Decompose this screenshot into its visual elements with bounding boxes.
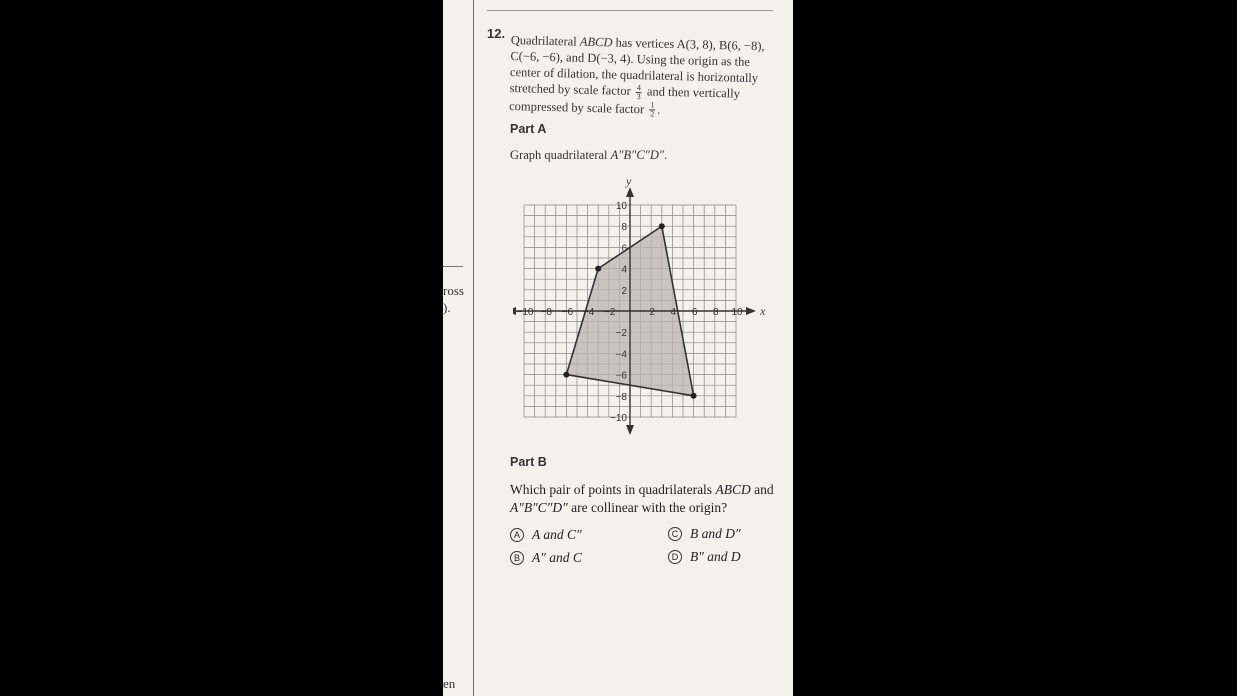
choice-a[interactable] xyxy=(510,527,582,543)
adjacent-column-rule xyxy=(443,266,463,267)
question-number: 12. xyxy=(487,26,506,41)
x-tick-label: 2 xyxy=(649,307,655,318)
adjacent-column-text: en xyxy=(443,676,456,691)
y-tick-label: 8 xyxy=(621,222,627,234)
y-axis-arrow-up xyxy=(626,187,634,197)
y-tick-label: 6 xyxy=(621,243,627,255)
adjacent-column-text: ross xyxy=(443,283,464,298)
x-tick-label: 10 xyxy=(731,307,743,318)
x-tick-label: −2 xyxy=(604,307,616,318)
vertex-point-d xyxy=(595,266,601,272)
x-tick-label: 6 xyxy=(691,307,698,318)
vertex-point-a xyxy=(659,223,665,229)
x-tick-label: −6 xyxy=(561,307,574,318)
top-divider xyxy=(487,10,773,11)
coordinate-grid[interactable] xyxy=(513,172,773,442)
margin-line xyxy=(473,0,474,696)
x-axis-arrow-right xyxy=(746,307,756,315)
part-a-heading: Part A xyxy=(510,122,547,136)
choice-a-bubble[interactable]: A xyxy=(510,528,524,542)
y-tick-label: 4 xyxy=(621,264,627,276)
x-axis-label: x xyxy=(760,304,766,318)
y-tick-label: 10 xyxy=(615,201,627,212)
question-text: Quadrilateral ABCD has vertices A(3, 8), B(6, −8), C(−6, −6), and D(−3, 4). Using the origin as the center of dilation, the quadrilateral is horizontally stretched by scale factor $\frac{4}{3}$ and then vertically compressed by scale factor $\frac{1}{2}$ . xyxy=(509,32,765,119)
adjacent-column-text: ). xyxy=(443,300,451,315)
choice-c-text: B and D″ xyxy=(690,526,741,541)
vertex-point-c xyxy=(563,372,569,378)
part-b-heading: Part B xyxy=(510,455,547,469)
choice-b-bubble[interactable]: B xyxy=(510,551,524,565)
choice-d-bubble[interactable]: D xyxy=(668,550,682,564)
fraction-one-half: $\frac{1}{2}$ xyxy=(650,100,655,119)
fraction-four-thirds: $\frac{4}{3}$ xyxy=(636,82,642,101)
worksheet-page xyxy=(443,0,793,696)
x-tick-label: −8 xyxy=(540,307,552,318)
choice-b[interactable] xyxy=(510,550,582,566)
y-axis-arrow-down xyxy=(626,425,634,435)
choice-a-text: A and C″ xyxy=(532,527,582,542)
y-tick-label: −10 xyxy=(610,413,627,424)
y-axis-label: y xyxy=(626,174,632,188)
y-tick-label: −8 xyxy=(615,391,627,403)
y-tick-label: −2 xyxy=(615,328,627,340)
vertex-point-b xyxy=(691,393,697,399)
y-tick-label: −4 xyxy=(615,349,627,361)
choice-d-text: B″ and D xyxy=(690,549,741,564)
x-tick-label: 4 xyxy=(670,307,677,318)
choice-d[interactable] xyxy=(668,549,741,565)
choice-b-text: A″ and C xyxy=(532,550,582,565)
x-tick-label: 8 xyxy=(713,307,719,318)
choice-c[interactable] xyxy=(668,526,741,542)
y-tick-label: −6 xyxy=(615,370,627,382)
x-tick-label: −4 xyxy=(582,307,595,318)
x-tick-label: −10 xyxy=(516,307,534,318)
choice-c-bubble[interactable]: C xyxy=(668,527,682,541)
y-tick-label: 2 xyxy=(621,285,627,297)
part-a-instruction: Graph quadrilateral A″B″C″D″. xyxy=(510,148,668,162)
part-b-question: Which pair of points in quadrilaterals ABCD and A″B″C″D″ are collinear with the origin? xyxy=(510,482,774,515)
